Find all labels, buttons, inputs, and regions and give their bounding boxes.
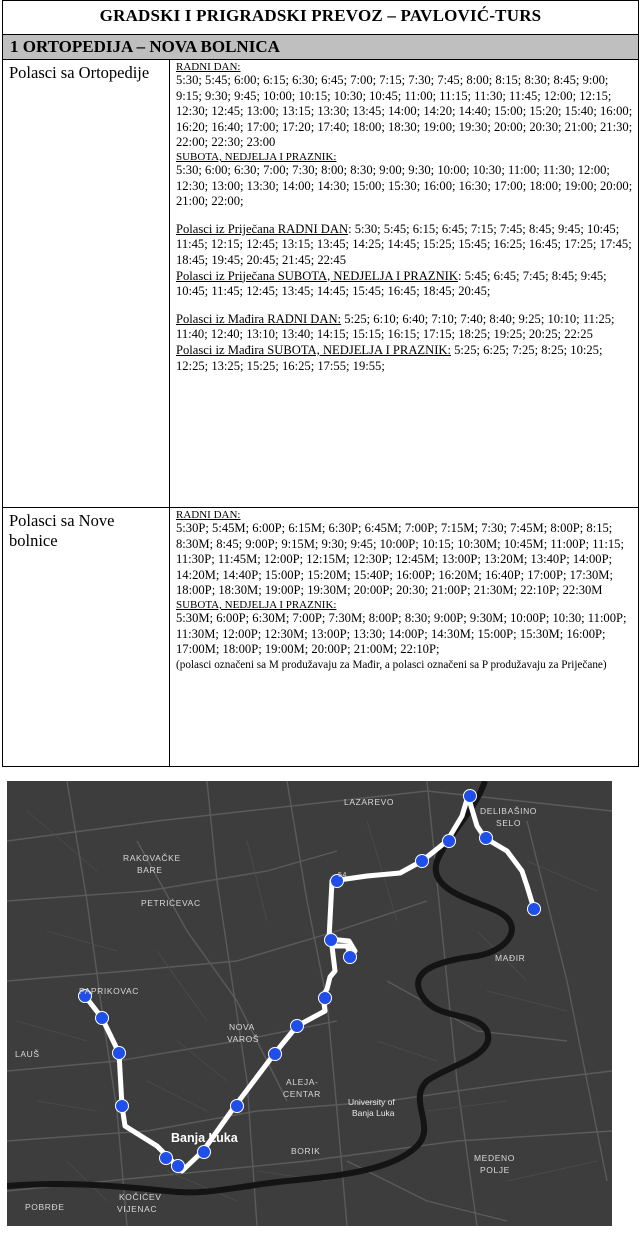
map-label-borik: BORIK	[291, 1146, 321, 1156]
map-label-paprikovac: PAPRIKOVAC	[79, 986, 140, 996]
section-label-ortopedija: Polasci sa Ortopedije	[3, 60, 170, 508]
map-label-lazarevo: LAZAREVO	[344, 797, 395, 807]
bus-stops	[79, 790, 541, 1173]
madir-weekday-times: 5:25; 6:10; 6:40; 7:10; 7:40; 8:40; 9:25; 10:10; 11:25; 11:40; 12:40; 13:10; 13:40; 14:15; 15:15; 16:15; 17:15; 18:25; 19:25; 20:25; 22:25	[176, 311, 615, 342]
madir-weekday-header: Polasci iz Mađira RADNI DAN:	[176, 311, 342, 326]
madir-weekday-block	[176, 312, 634, 343]
road-network	[7, 781, 612, 1226]
schedule-nova-bolnica	[170, 508, 639, 767]
minor-streets	[17, 811, 597, 1201]
map-svg	[7, 781, 612, 1226]
weekday-header: RADNI DAN:	[176, 509, 241, 521]
map-road-number: 54	[338, 872, 347, 879]
map-label-laus: LAUŠ	[15, 1049, 40, 1059]
prijecani-weekday-times: : 5:30; 5:45; 6:15; 6:45; 7:15; 7:45; 8:45; 9:45; 10:45; 11:45; 12:15; 12:45; 13:15; 13:45; 14:25; 14:45; 15:25; 15:45; 16:25; 16:45; 17:25; 17:45; 18:45; 19:45; 20:45; 21:45; 22:45	[176, 221, 632, 267]
weekend-header: SUBOTA, NEDJELJA I PRAZNIK:	[176, 598, 337, 611]
map-label-vijenac: VIJENAC	[117, 1204, 158, 1214]
map-label-bare: BARE	[137, 865, 163, 875]
weekday-times: 5:30P; 5:45M; 6:00P; 6:15M; 6:30P; 6:45M; 7:00P; 7:15M; 7:30; 7:45M; 8:00P; 8:15; 8:30M; 8:45; 9:00P; 9:15M; 9:30; 9:45; 10:00P; 10:15; 10:30M; 10:45M; 11:00P; 11:15; 11:30P; 11:45M; 12:00P; 12:15M; 12:30P; 12:45M; 13:00P; 13:20M; 13:40P; 14:00P; 14:20M; 14:40P; 15:00P; 15:20M; 15:40P; 16:00P; 16:20M; 16:40P; 17:00P; 17:30M; 18:00P; 18:30M; 19:00P; 19:30M; 20:00P; 20:30; 21:00P; 21:30M; 22:10P; 22:30M	[176, 521, 624, 598]
bus-stop[interactable]	[172, 1160, 185, 1173]
bus-stop[interactable]	[269, 1048, 282, 1061]
bus-stop[interactable]	[96, 1012, 109, 1025]
map-label-medeno: MEDENO	[474, 1153, 515, 1163]
bus-stop[interactable]	[416, 855, 429, 868]
map-label-madir: MAĐIR	[495, 953, 526, 963]
weekday-times: 5:30; 5:45; 6:00; 6:15; 6:30; 6:45; 7:00; 7:15; 7:30; 7:45; 8:00; 8:15; 8:30; 8:45; 9:00; 9:15; 9:30; 9:45; 10:00; 10:15; 10:30; 10:45; 11:00; 11:15; 11:30; 11:45; 12:00; 12:15; 12:30; 12:45; 13:00; 13:15; 13:30; 13:45; 14:00; 14:20; 14:40; 15:00; 15:20; 15:40; 16:00; 16:20; 16:40; 17:00; 17:20; 17:40; 18:00; 18:30; 19:00; 19:30; 20:00; 20:30; 21:00; 21:30; 22:00; 22:30; 23:00	[176, 73, 633, 150]
map-label-petricevac: PETRIĆEVAC	[141, 898, 201, 908]
document-title: GRADSKI I PRIGRADSKI PREVOZ – PAVLOVIĆ-TURS	[3, 1, 639, 35]
prijecani-weekday-block	[176, 222, 634, 269]
map-label-delibasino: DELIBAŠINO	[480, 806, 538, 816]
bus-stop[interactable]	[443, 835, 456, 848]
map-label-selo: SELO	[496, 818, 522, 828]
timetable-sheet	[2, 0, 638, 767]
map-label-rakovacke: RAKOVAČKE	[123, 853, 181, 863]
bus-stop[interactable]	[291, 1020, 304, 1033]
bus-stop[interactable]	[325, 934, 338, 947]
weekend-header: SUBOTA, NEDJELJA I PRAZNIK:	[176, 150, 337, 163]
bus-stop[interactable]	[198, 1146, 211, 1159]
bus-stop[interactable]	[160, 1152, 173, 1165]
prijecani-weekday-header: Polasci iz Priječana RADNI DAN	[176, 221, 349, 236]
route-map	[7, 781, 612, 1226]
bus-stop[interactable]	[464, 790, 477, 803]
schedule-ortopedija	[170, 60, 639, 508]
madir-weekend-block	[176, 343, 634, 374]
prijecani-weekend-times: : 5:45; 6:45; 7:45; 8:45; 9:45; 10:45; 11:45; 12:45; 13:45; 14:45; 15:45; 16:45; 18:45; 20:45;	[176, 268, 607, 299]
map-label-polje: POLJE	[480, 1165, 510, 1175]
bus-stop[interactable]	[319, 992, 332, 1005]
map-label-kocicev: KOČIĆEV	[119, 1192, 162, 1202]
madir-weekend-header: Polasci iz Mađira SUBOTA, NEDJELJA I PRAZNIK:	[176, 342, 451, 357]
map-label-university-2: Banja Luka	[352, 1108, 395, 1118]
map-label-centar: CENTAR	[283, 1089, 321, 1099]
map-label-aleja: ALEJA-	[286, 1077, 319, 1087]
map-label-banja-luka: Banja Luka	[171, 1131, 238, 1145]
prijecani-weekend-header: Polasci iz Priječana SUBOTA, NEDJELJA I PRAZNIK	[176, 268, 458, 283]
map-label-varos: VAROŠ	[227, 1034, 260, 1044]
prijecani-weekend-block	[176, 269, 634, 300]
map-label-university-1: University of	[348, 1097, 395, 1107]
weekend-times: 5:30M; 6:00P; 6:30M; 7:00P; 7:30M; 8:00P; 8:30; 9:00P; 9:30M; 10:00P; 10:30; 11:00P; 11:30M; 12:00P; 12:30M; 13:00P; 13:30; 14:00P; 14:30M; 15:00P; 15:30M; 16:00P; 17:00M; 18:00P; 19:00M; 20:00P; 21:00M; 22:10P;	[176, 610, 627, 657]
route-title: 1 ORTOPEDIJA – NOVA BOLNICA	[3, 35, 639, 60]
bus-stop[interactable]	[528, 903, 541, 916]
bus-stop[interactable]	[116, 1100, 129, 1113]
section-label-nova-bolnica: Polasci sa Nove bolnice	[3, 508, 170, 767]
madir-weekend-times: 5:25; 6:25; 7:25; 8:25; 10:25; 12:25; 13:25; 15:25; 16:25; 17:55; 19:55;	[176, 342, 603, 373]
timetable	[2, 0, 639, 767]
map-label-nova: NOVA	[229, 1022, 255, 1032]
bus-stop[interactable]	[231, 1100, 244, 1113]
bus-stop[interactable]	[480, 832, 493, 845]
bus-stop[interactable]	[113, 1047, 126, 1060]
weekend-times: 5:30; 6:00; 6:30; 7:00; 7:30; 8:00; 8:30; 9:00; 9:30; 10:00; 10:30; 11:00; 11:30; 12:00; 12:30; 13:00; 13:30; 14:00; 14:30; 15:00; 15:30; 16:00; 16:30; 17:00; 18:00; 19:00; 20:00; 21:00; 22:00;	[176, 162, 633, 209]
bus-stop[interactable]	[344, 951, 357, 964]
map-label-pobrde: POBRĐE	[25, 1202, 65, 1212]
weekday-header: RADNI DAN:	[176, 61, 241, 73]
footnote: (polasci označeni sa M produžavaju za Mađir, a polasci označeni sa P produžavaju za Priječane)	[176, 658, 607, 671]
